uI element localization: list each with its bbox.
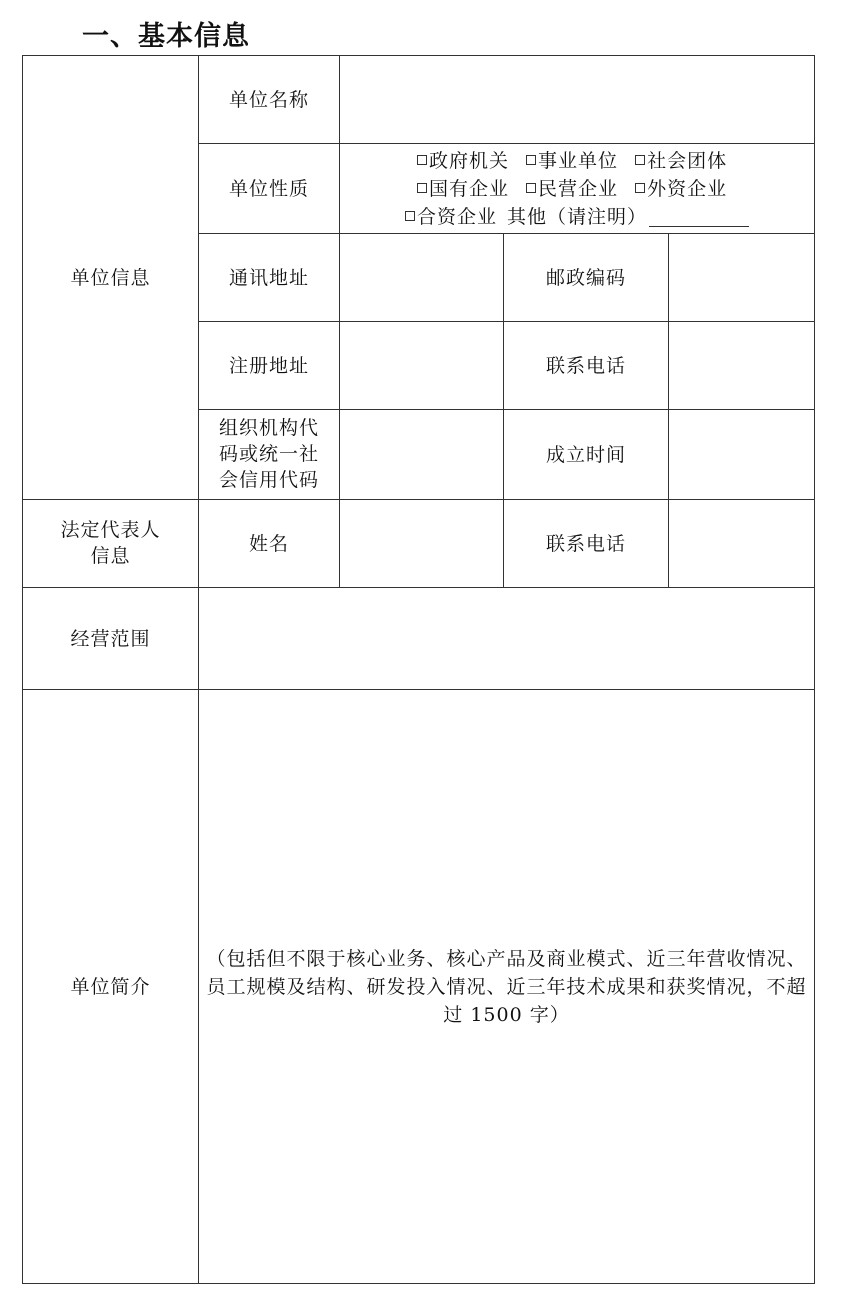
- intro-label: 单位简介: [23, 690, 199, 1284]
- unit-nature-label: 单位性质: [199, 144, 340, 234]
- checkbox-icon[interactable]: [526, 183, 536, 193]
- org-code-label: 组织机构代 码或统一社 会信用代码: [199, 410, 340, 500]
- postcode-label: 邮政编码: [504, 234, 669, 322]
- nature-other-label: 其他（请注明）: [507, 205, 648, 228]
- nature-option[interactable]: 社会团体: [635, 150, 727, 172]
- business-scope-field[interactable]: [199, 588, 815, 690]
- legal-rep-group-label: 法定代表人 信息: [23, 500, 199, 588]
- reg-address-label: 注册地址: [199, 322, 340, 410]
- nature-option[interactable]: 民营企业: [526, 178, 618, 200]
- address-field[interactable]: [340, 234, 504, 322]
- unit-nature-options: [340, 144, 815, 234]
- founded-field[interactable]: [669, 410, 815, 500]
- unit-name-label: 单位名称: [199, 56, 340, 144]
- unit-info-group-label: 单位信息: [23, 56, 199, 500]
- checkbox-icon[interactable]: [417, 155, 427, 165]
- unit-phone-label: 联系电话: [504, 322, 669, 410]
- org-code-field[interactable]: [340, 410, 504, 500]
- basic-info-table: [22, 55, 815, 1284]
- legal-rep-phone-label: 联系电话: [504, 500, 669, 588]
- legal-rep-name-label: 姓名: [199, 500, 340, 588]
- address-label: 通讯地址: [199, 234, 340, 322]
- checkbox-icon[interactable]: [635, 155, 645, 165]
- intro-field[interactable]: [199, 690, 815, 1284]
- legal-rep-phone-field[interactable]: [669, 500, 815, 588]
- checkbox-icon[interactable]: [635, 183, 645, 193]
- legal-rep-name-field[interactable]: [340, 500, 504, 588]
- checkbox-icon[interactable]: [405, 211, 415, 221]
- nature-option[interactable]: 外资企业: [635, 178, 727, 200]
- unit-name-field[interactable]: [340, 56, 815, 144]
- checkbox-icon[interactable]: [417, 183, 427, 193]
- reg-address-field[interactable]: [340, 322, 504, 410]
- nature-option[interactable]: 事业单位: [526, 150, 618, 172]
- nature-option[interactable]: 政府机关: [417, 150, 509, 172]
- section-title: 一、基本信息: [82, 21, 250, 52]
- nature-option[interactable]: 国有企业: [417, 178, 509, 200]
- intro-hint: （包括但不限于核心业务、核心产品及商业模式、近三年营收情况、员工规模及结构、研发投入情况、近三年技术成果和获奖情况，不超过 1500 字）: [206, 947, 807, 1026]
- nature-option[interactable]: 合资企业: [405, 206, 497, 228]
- postcode-field[interactable]: [669, 234, 815, 322]
- founded-label: 成立时间: [504, 410, 669, 500]
- nature-other-blank[interactable]: [649, 208, 749, 227]
- unit-phone-field[interactable]: [669, 322, 815, 410]
- business-scope-label: 经营范围: [23, 588, 199, 690]
- checkbox-icon[interactable]: [526, 155, 536, 165]
